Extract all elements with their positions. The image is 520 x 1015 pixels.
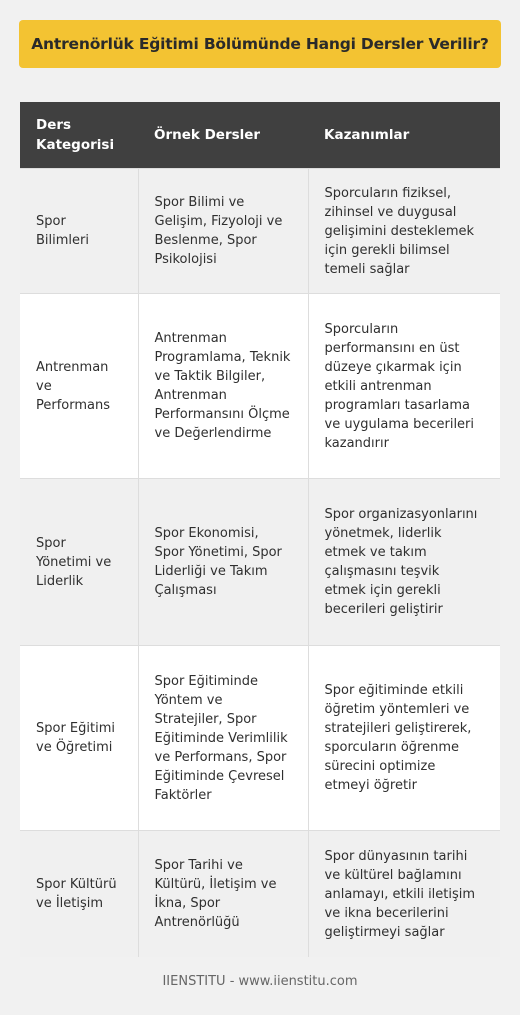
table-row [20, 294, 500, 479]
table-row [20, 831, 500, 958]
table-row [20, 169, 500, 294]
courses-table [20, 102, 500, 957]
cell-outcomes: Spor dünyasının tarihi ve kültürel bağlamını anlamayı, etkili iletişim ve ikna becerilerini geliştirmeyi sağlar [308, 831, 500, 958]
page-title: Antrenörlük Eğitimi Bölümünde Hangi Dersler Verilir? [31, 35, 489, 53]
cell-courses: Spor Ekonomisi, Spor Yönetimi, Spor Liderliği ve Takım Çalışması [138, 479, 308, 646]
cell-category: Spor Bilimleri [20, 169, 138, 294]
header-category: Ders Kategorisi [20, 102, 138, 169]
cell-outcomes: Spor organizasyonlarını yönetmek, liderlik etmek ve takım çalışmasını teşvik etmek için gerekli becerileri geliştirir [308, 479, 500, 646]
table-header-row [20, 102, 500, 169]
header-outcomes: Kazanımlar [308, 102, 500, 169]
table-row [20, 479, 500, 646]
cell-category: Spor Eğitimi ve Öğretimi [20, 646, 138, 831]
cell-outcomes: Spor eğitiminde etkili öğretim yöntemleri ve stratejileri geliştirerek, sporcuların öğrenme sürecini optimize etmeyi öğretir [308, 646, 500, 831]
cell-courses: Spor Eğitiminde Yöntem ve Stratejiler, Spor Eğitiminde Verimlilik ve Performans, Spor Eğitiminde Çevresel Faktörler [138, 646, 308, 831]
cell-courses: Spor Bilimi ve Gelişim, Fizyoloji ve Beslenme, Spor Psikolojisi [138, 169, 308, 294]
title-banner [19, 20, 501, 68]
cell-courses: Spor Tarihi ve Kültürü, İletişim ve İkna, Spor Antrenörlüğü [138, 831, 308, 958]
cell-category: Spor Kültürü ve İletişim [20, 831, 138, 958]
cell-courses: Antrenman Programlama, Teknik ve Taktik Bilgiler, Antrenman Performansını Ölçme ve Değerlendirme [138, 294, 308, 479]
cell-category: Spor Yönetimi ve Liderlik [20, 479, 138, 646]
footer-credit: IIENSTITU - www.iienstitu.com [162, 974, 358, 989]
cell-outcomes: Sporcuların fiziksel, zihinsel ve duygusal gelişimini desteklemek için gerekli bilimsel temeli sağlar [308, 169, 500, 294]
table-row [20, 646, 500, 831]
cell-outcomes: Sporcuların performansını en üst düzeye çıkarmak için etkili antrenman programları tasarlama ve uygulama becerileri kazandırır [308, 294, 500, 479]
header-courses: Örnek Dersler [138, 102, 308, 169]
cell-category: Antrenman ve Performans [20, 294, 138, 479]
